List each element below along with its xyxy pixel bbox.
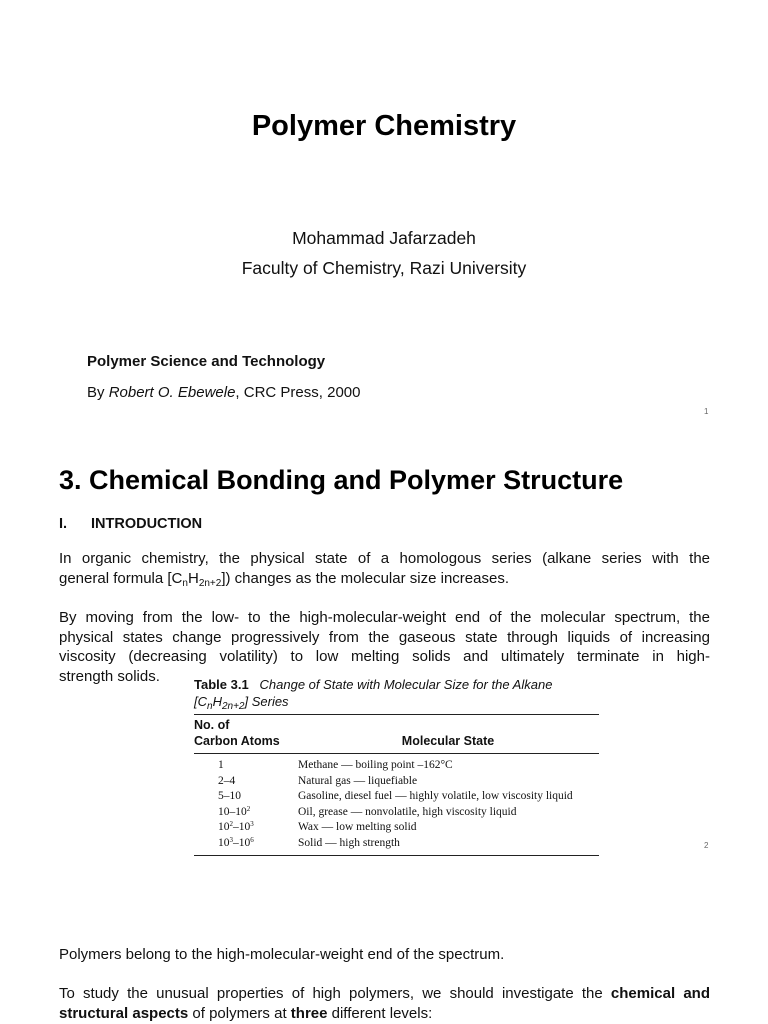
table-caption	[194, 676, 604, 710]
spectrum-line-4: strength solids.	[59, 667, 160, 685]
carbon-atoms-cell: 2–4	[218, 774, 236, 787]
spectrum-paragraph	[59, 608, 710, 686]
intro-line-2: general formula $[C_nH_{2n+2}]$) changes as the molecular size increases.	[59, 569, 509, 589]
levels-line-2: structural aspects of polymers at three different levels:	[59, 1004, 433, 1022]
author-affiliation: Faculty of Chemistry, Razi University	[241, 258, 527, 278]
chapter-heading: 3. Chemical Bonding and Polymer Structure	[59, 465, 624, 495]
carbon-atoms-cell: $10^2-10^3$	[218, 820, 254, 834]
molecular-state-cell: Natural gas — liquefiable	[298, 774, 418, 787]
molecular-state-cell: Oil, grease — nonvolatile, high viscosity liquid	[298, 805, 517, 818]
table-row	[194, 820, 604, 836]
citation-publisher: , CRC Press, 2000	[235, 384, 361, 401]
carbon-atoms-cell: $10-10^2$	[218, 804, 251, 818]
spectrum-line-3: viscosity (decreasing volatility) to low melting solids and ultimately terminate in high-	[59, 648, 710, 665]
page-number: 1	[704, 407, 709, 416]
table-label: Table 3.1	[194, 677, 249, 692]
table-row	[194, 805, 604, 821]
carbon-atoms-cell: 1	[218, 759, 224, 771]
levels-paragraph	[59, 984, 710, 1023]
carbon-atoms-cell: 5–10	[218, 790, 241, 803]
table-header-molecular-state: Molecular State	[401, 734, 495, 748]
citation-prefix: By	[87, 384, 109, 401]
table-header-rule	[194, 753, 599, 754]
molecular-state-cell: Gasoline, diesel fuel — highly volatile, low viscosity liquid	[298, 790, 573, 803]
table-bottom-rule	[194, 855, 599, 856]
table-header-carbon-atoms: No. of Carbon Atoms	[194, 718, 280, 748]
table-top-rule	[194, 714, 599, 715]
table-caption-line-2: $[C_nH_{2n+2}]$ Series	[194, 694, 289, 712]
molecular-state-cell: Wax — low melting solid	[298, 821, 417, 834]
citation-author: Robert O. Ebewele	[108, 384, 236, 401]
levels-line-1: To study the unusual properties of high polymers, we should investigate the chemical and	[59, 985, 710, 1002]
molecular-state-cell: Solid — high strength	[298, 837, 400, 849]
table-row	[194, 774, 604, 790]
page-number: 2	[704, 841, 709, 850]
intro-line-1: In organic chemistry, the physical state of a homologous series (alkane series with the	[59, 550, 710, 567]
intro-paragraph	[59, 549, 710, 588]
spectrum-line-2: physical states change progressively from the gaseous state through liquids of increasing	[59, 628, 710, 646]
section-title: INTRODUCTION	[91, 516, 203, 532]
section-number: I.	[59, 516, 68, 532]
polymers-paragraph: Polymers belong to the high-molecular-weight end of the spectrum.	[59, 946, 505, 963]
molecular-state-cell: Methane — boiling point –162°C	[298, 759, 453, 771]
reference-book-title: Polymer Science and Technology	[87, 353, 326, 370]
table-row	[194, 758, 604, 774]
document-title: Polymer Chemistry	[251, 110, 517, 142]
table-row	[194, 789, 604, 805]
table-row	[194, 836, 604, 852]
table-caption-line-1: Change of State with Molecular Size for the Alkane	[259, 677, 553, 692]
reference-book-citation	[87, 383, 360, 403]
author-name: Mohammad Jafarzadeh	[292, 228, 476, 248]
spectrum-line-1: By moving from the low- to the high-molecular-weight end of the molecular spectrum, the	[59, 609, 710, 626]
carbon-atoms-cell: $10^3-10^6$	[218, 836, 254, 849]
